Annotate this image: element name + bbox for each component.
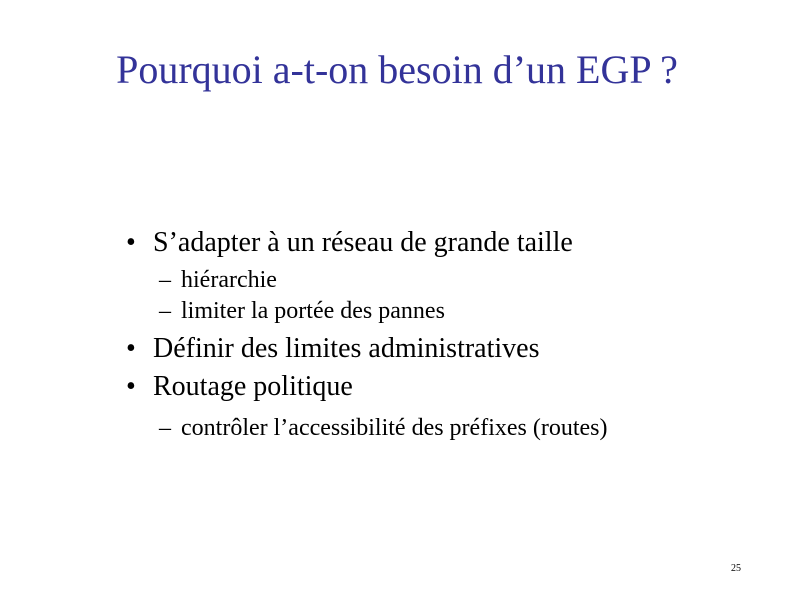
bullet-marker: • [126,371,136,402]
sub-bullet-text: hiérarchie [181,267,277,293]
page-number: 25 [731,563,741,574]
bullet-marker: • [126,227,136,258]
sub-bullet-text: limiter la portée des pannes [181,298,445,324]
sub-bullet-text: contrôler l’accessibilité des préfixes (routes) [181,415,608,441]
sub-bullet-marker: – [159,298,171,324]
bullet-text: Routage politique [153,371,353,402]
bullet-marker: • [126,333,136,364]
slide-title: Pourquoi a-t-on besoin d’un EGP ? [116,47,678,92]
bullet-list [126,226,746,443]
sub-bullet-item [159,413,746,443]
bullet-text: S’adapter à un réseau de grande taille [153,227,573,258]
bullet-item [126,370,746,404]
bullet-item [126,226,746,260]
bullet-item [126,332,746,366]
sub-bullet-marker: – [159,267,171,293]
sub-bullet-marker: – [159,415,171,441]
bullet-text: Définir des limites administratives [153,333,540,364]
sub-bullet-item [159,265,746,295]
sub-bullet-item [159,296,746,326]
